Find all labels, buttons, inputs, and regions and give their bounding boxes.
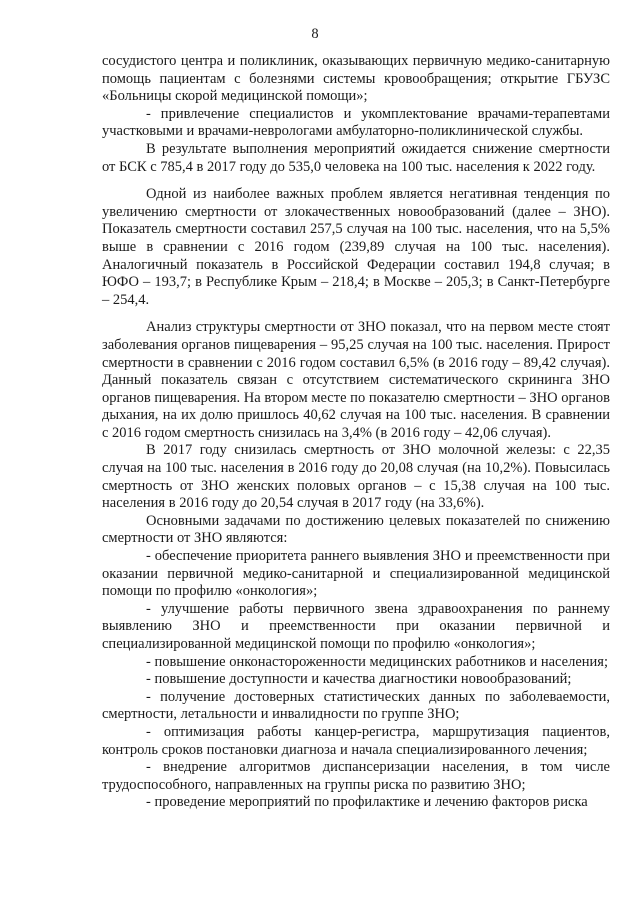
list-item: - обеспечение приоритета раннего выявления ЗНО и преемственности при оказании первичной медико-санитарной и специализированной медицинской помощи по профилю «онкология»; <box>102 548 610 600</box>
list-item: - оптимизация работы канцер-регистра, маршрутизация пациентов, контроль сроков постановки диагноза и начала специализированного лечения; <box>102 723 610 758</box>
page-number: 8 <box>311 26 319 42</box>
paragraph: В результате выполнения мероприятий ожидается снижение смертности от БСК с 785,4 в 2017 году до 535,0 человека на 100 тыс. населения к 2022 году. <box>102 140 610 175</box>
paragraph: Одной из наиболее важных проблем является негативная тенденция по увеличению смертности от злокачественных новообразований (далее – ЗНО). Показатель смертности составил 257,5 случая на 100 тыс. населения, что на 5,5% выше в сравнении с 2016 годом (239,89 случая на 100 тыс. населения). Аналогичный показатель в Российской Федерации составил 194,8 случая; в ЮФО – 193,7; в Республике Крым – 218,4; в Москве – 205,3; в Санкт-Петербурге – 254,4. <box>102 186 610 308</box>
paragraph: Основными задачами по достижению целевых показателей по снижению смертности от ЗНО являются: <box>102 512 610 547</box>
list-item: - привлечение специалистов и укомплектование врачами-терапевтами участковыми и врачами-неврологами амбулаторно-поликлинической службы. <box>102 105 610 140</box>
paragraph: Анализ структуры смертности от ЗНО показал, что на первом месте стоят заболевания органов пищеварения – 95,25 случая на 100 тыс. населения. Прирост смертности в сравнении с 2016 годом составил 6,5% (в 2016 году – 89,42 случая). Данный показатель связан с отсутствием систематического скрининга ЗНО органов пищеварения. На втором месте по показателю смертности – ЗНО органов дыхания, на их долю пришлось 40,62 случая на 100 тыс. населения. В сравнении с 2016 годом смертность снизилась на 3,4% (в 2016 году – 42,06 случая). <box>102 319 610 441</box>
list-item: - внедрение алгоритмов диспансеризации населения, в том числе трудоспособного, направленных на группы риска по развитию ЗНО; <box>102 759 610 793</box>
list-item: - проведение мероприятий по профилактике и лечению факторов риска <box>146 794 588 811</box>
list-item: - повышение доступности и качества диагностики новообразований; <box>146 671 572 688</box>
paragraph: сосудистого центра и поликлиник, оказывающих первичную медико-санитарную помощь пациентам с болезнями системы кровообращения; открытие ГБУЗС «Больницы скорой медицинской помощи»; <box>102 53 610 105</box>
document-body <box>102 53 610 812</box>
list-item: - улучшение работы первичного звена здравоохранения по раннему выявлению ЗНО и преемственности при оказании первичной и специализированной медицинской помощи по профилю «онкология»; <box>102 600 610 652</box>
list-item: - повышение онконастороженности медицинских работников и населения; <box>146 653 608 670</box>
list-item: - получение достоверных статистических данных по заболеваемости, смертности, летальности и инвалидности по группе ЗНО; <box>102 688 610 723</box>
paragraph: В 2017 году снизилась смертность от ЗНО молочной железы: с 22,35 случая на 100 тыс. населения в 2016 году до 20,08 случая (на 10,2%). Повысилась смертность от ЗНО женских половых органов – с 15,38 случая на 100 тыс. населения в 2016 году до 20,54 случая в 2017 году (на 33,6%). <box>102 442 610 512</box>
